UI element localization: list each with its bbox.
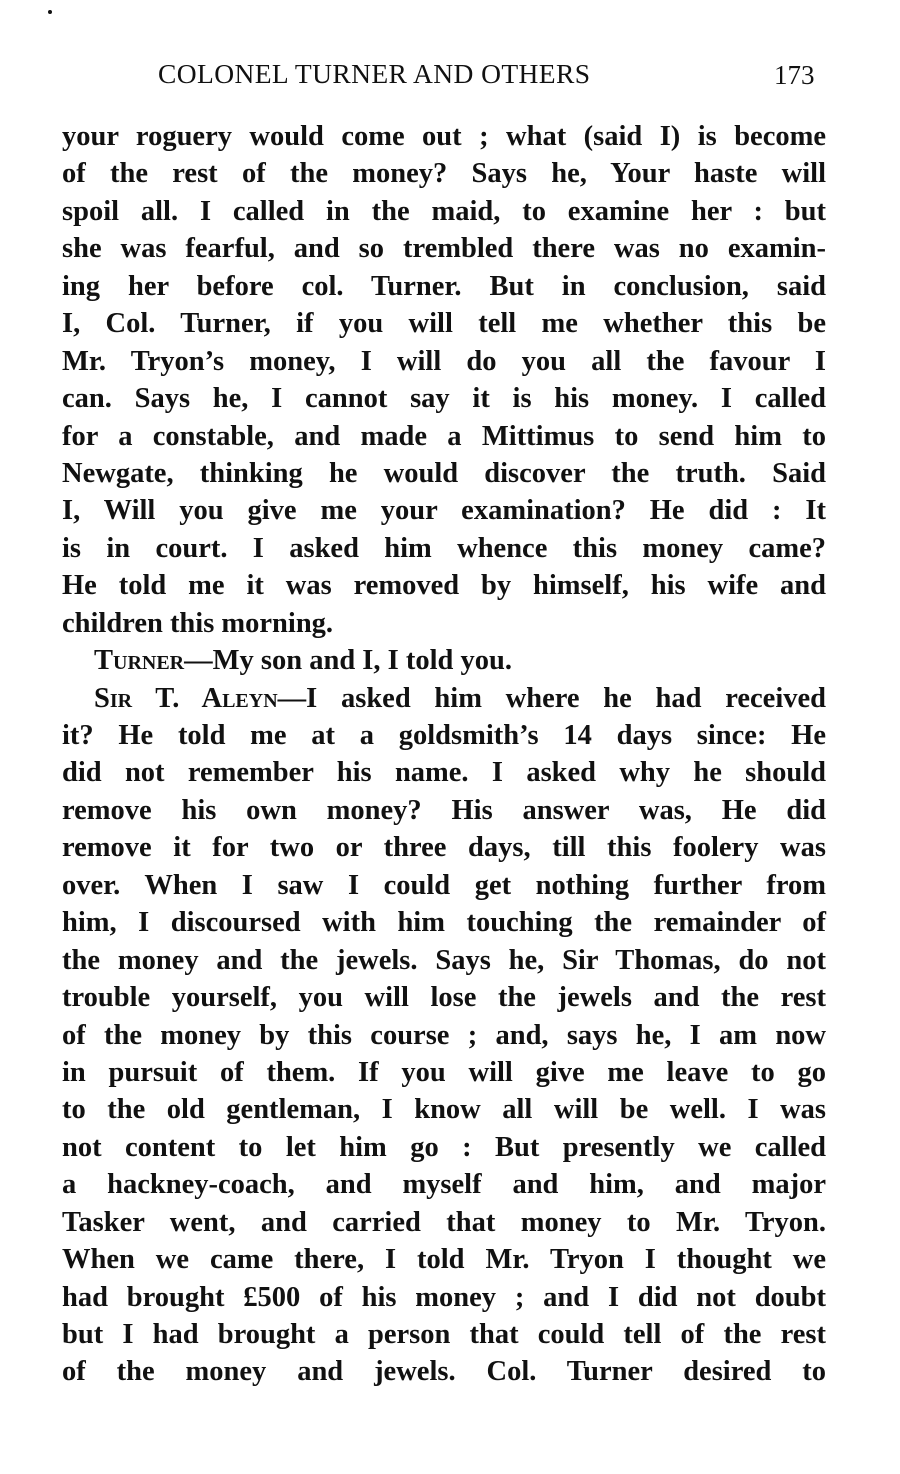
- text-line: for a constable, and made a Mittimus to send him to: [62, 420, 826, 452]
- text-line: spoil all. I called in the maid, to examine her : but: [62, 195, 826, 227]
- page-text: [62, 118, 826, 1391]
- text-line: she was fearful, and so trembled there was no examin-: [62, 233, 826, 265]
- text-line: ing her before col. Turner. But in conclusion, said: [62, 270, 826, 302]
- dialogue-text: —My son and I, I told you.: [184, 645, 512, 677]
- text-line: Mr. Tryon’s money, I will do you all the favour I: [62, 345, 826, 377]
- text-line: remove his own money? His answer was, He did: [62, 794, 826, 826]
- text-line: your roguery would come out ; what (said I) is become: [62, 121, 826, 152]
- text-line: I, Will you give me your examination? He did : It: [62, 495, 826, 527]
- running-head: [0, 58, 900, 98]
- dialogue-line-turner: [62, 642, 826, 679]
- text-line: Tasker went, and carried that money to Mr. Tryon.: [62, 1206, 826, 1238]
- speaker-name: Sir T. Aleyn: [94, 682, 278, 714]
- text-line: but I had brought a person that could tell of the rest: [62, 1319, 826, 1350]
- text-line: trouble yourself, you will lose the jewels and the rest: [62, 982, 826, 1014]
- text-line: of the money and jewels. Col. Turner desired to: [62, 1356, 826, 1388]
- text-line: over. When I saw I could get nothing further from: [62, 869, 826, 901]
- text-line: He told me it was removed by himself, his wife and: [62, 570, 826, 602]
- text-line: it? He told me at a goldsmith’s 14 days since: He: [62, 720, 826, 751]
- text-line: did not remember his name. I asked why he should: [62, 757, 826, 789]
- text-line: him, I discoursed with him touching the remainder of: [62, 907, 826, 939]
- text-line: not content to let him go : But presently we called: [62, 1131, 826, 1163]
- text-line: in pursuit of them. If you will give me leave to go: [62, 1056, 826, 1088]
- page-number: 173: [774, 60, 815, 90]
- text-line: had brought £500 of his money ; and I did not doubt: [62, 1281, 826, 1313]
- running-title: COLONEL TURNER AND OTHERS: [158, 58, 591, 89]
- dialogue-line-aleyn: [62, 680, 826, 717]
- text-line: I, Col. Turner, if you will tell me whether this be: [62, 308, 826, 340]
- dialogue-text: —I asked him where he had received: [277, 682, 826, 714]
- text-line: When we came there, I told Mr. Tryon I thought we: [62, 1244, 826, 1276]
- text-line: the money and the jewels. Says he, Sir Thomas, do not: [62, 944, 826, 976]
- text-line: a hackney-coach, and myself and him, and major: [62, 1169, 826, 1201]
- text-line: remove it for two or three days, till this foolery was: [62, 832, 826, 864]
- text-line: of the money by this course ; and, says he, I am now: [62, 1019, 826, 1051]
- text-line: of the rest of the money? Says he, Your haste will: [62, 158, 826, 190]
- text-line: can. Says he, I cannot say it is his money. I called: [62, 383, 826, 415]
- text-line: children this morning.: [62, 607, 334, 639]
- text-line: is in court. I asked him whence this money came?: [62, 532, 826, 564]
- text-line: Newgate, thinking he would discover the truth. Said: [62, 457, 826, 489]
- print-speck: [48, 10, 52, 14]
- text-line: to the old gentleman, I know all will be well. I was: [62, 1094, 826, 1126]
- speaker-name: Turner: [94, 645, 185, 677]
